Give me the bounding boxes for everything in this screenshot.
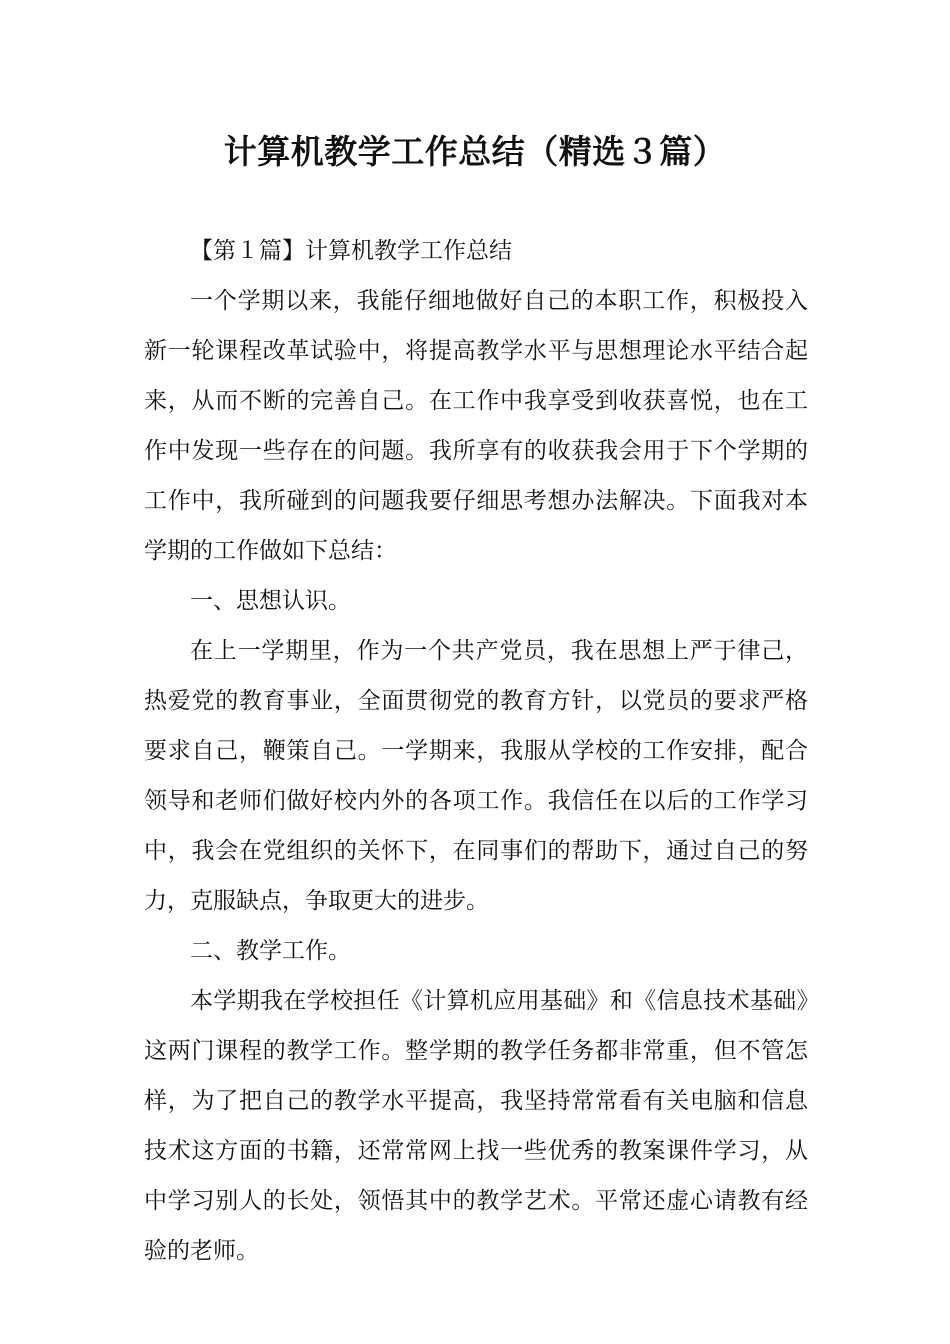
section-heading-ideology: 一、思想认识。: [190, 588, 351, 614]
section-heading-teaching: 二、教学工作。: [190, 938, 351, 964]
paragraph-teaching: 本学期我在学校担任《计算机应用基础》和《信息技术基础》这两门课程的教学工作。整学期的教学任务都非常重，但不管怎样，为了把自己的教学水平提高，我坚持常常看有关电脑和信息技术这方面的书籍，还常常网上找一些优秀的教案课件学习，从中学习别人的长处，领悟其中的教学艺术。平常还虚心请教有经验的老师。: [144, 988, 808, 1264]
paragraph-ideology: 在上一学期里，作为一个共产党员，我在思想上严于律己，热爱党的教育事业，全面贯彻党的教育方针，以党员的要求严格要求自己，鞭策自己。一学期来，我服从学校的工作安排，配合领导和老师们做好校内外的各项工作。我信任在以后的工作学习中，我会在党组织的关怀下，在同事们的帮助下，通过自己的努力，克服缺点，争取更大的进步。: [144, 638, 808, 914]
document-title: 计算机教学工作总结（精选３篇）: [223, 132, 727, 171]
section-heading-part-1: 【第１篇】计算机教学工作总结: [190, 238, 512, 264]
paragraph-intro: 一个学期以来，我能仔细地做好自己的本职工作，积极投入新一轮课程改革试验中，将提高教学水平与思想理论水平结合起来，从而不断的完善自己。在工作中我享受到收获喜悦，也在工作中发现一些存在的问题。我所享有的收获我会用于下个学期的工作中，我所碰到的问题我要仔细思考想办法解决。下面我对本学期的工作做如下总结：: [144, 288, 808, 564]
document-body: [144, 226, 808, 1276]
